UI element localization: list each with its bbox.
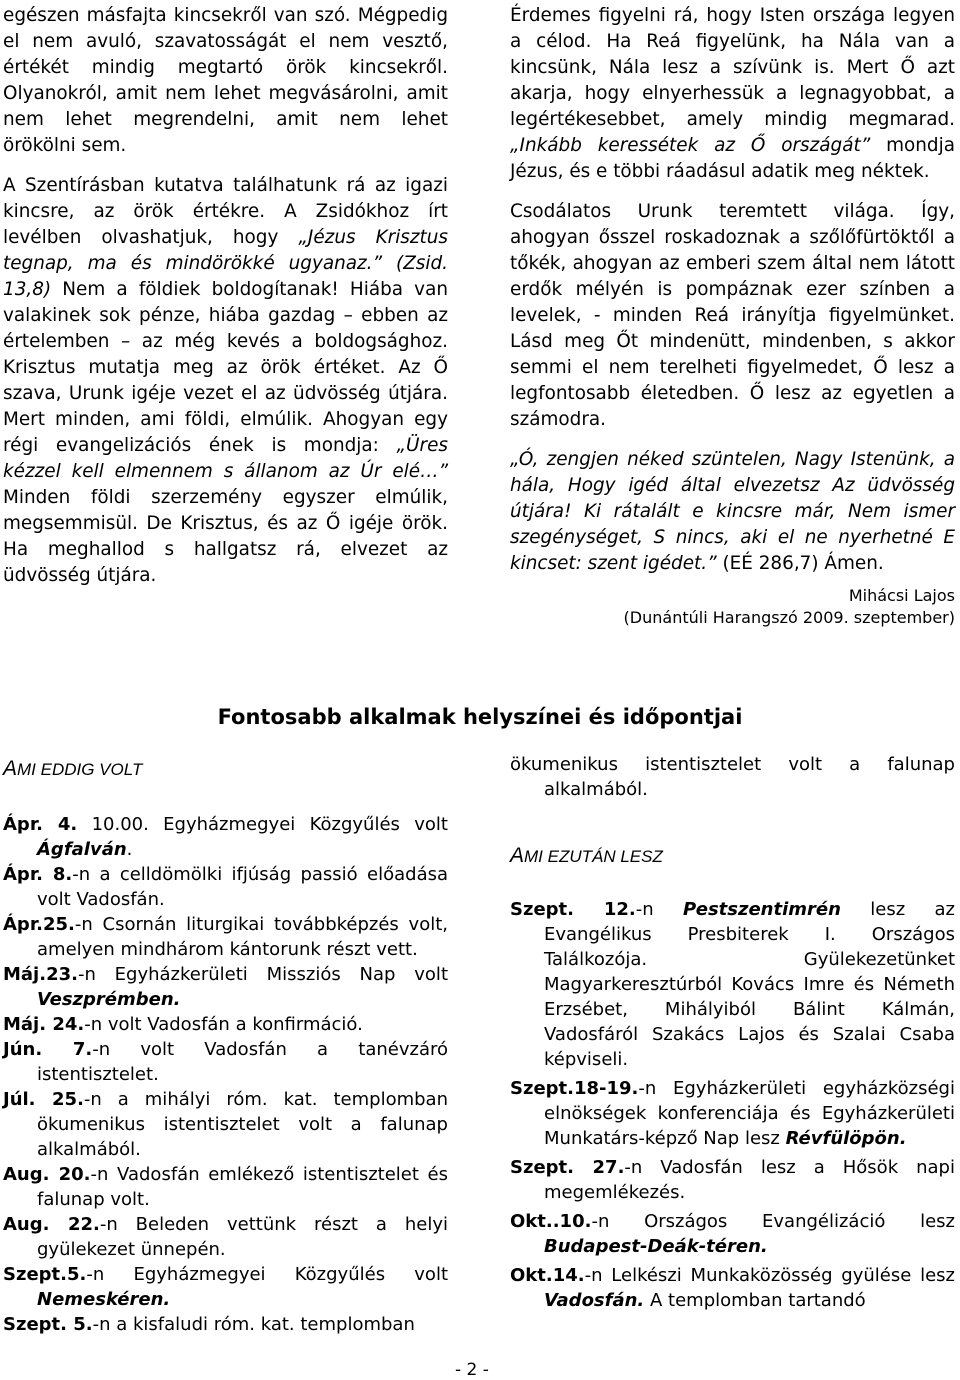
event-item: [510, 1076, 955, 1151]
event-place: Veszprémben.: [37, 989, 181, 1010]
event-date: Szept. 12.: [510, 899, 636, 920]
event-item: [3, 1162, 448, 1212]
event-date: Ápr. 4.: [3, 814, 78, 835]
event-text: -n Egyházkerületi Missziós Nap volt: [77, 964, 448, 985]
event-text-end: lesz az Evangélikus Presbiterek I. Országos Találkozója. Gyülekezetünket Magyarkeresztúrból Kovács Imre és Németh Erzsébet, Mihályiból Bálint Kálmán, Vadosfáról Szakács Lajos és Szalai Csaba képviseli.: [544, 899, 956, 1070]
event-place: Vadosfán.: [544, 1290, 645, 1311]
event-date: Szept.18-19.: [510, 1078, 639, 1099]
event-date: Szept. 27.: [510, 1157, 625, 1178]
hymn-reference: (EÉ 286,7) Ámen.: [722, 553, 884, 574]
event-item: [3, 962, 448, 1012]
event-text: -n Csornán liturgikai továbbképzés volt, amelyen mindhárom kántorunk részt vett.: [37, 914, 448, 960]
event-text: -n Beleden vettünk részt a helyi gyülekezet ünnepén.: [37, 1214, 448, 1260]
event-place: Ágfalván: [37, 839, 127, 860]
event-date: Aug. 20.: [3, 1164, 91, 1185]
text: A Szentírásban kutatva találhatunk rá az igazi kincsre, az örök értékre. A Zsidókhoz írt levélben olvashatjuk, hogy: [3, 175, 448, 248]
event-text: -n a celldömölki ifjúság passió előadása volt Vadosfán.: [37, 864, 449, 910]
event-date: Jún. 7.: [3, 1039, 93, 1060]
event-item: [3, 1262, 448, 1312]
continued-event-text: ökumenikus istentisztelet volt a falunap alkalmából.: [510, 754, 955, 800]
heading-initial: A: [510, 844, 525, 867]
paragraph: [510, 3, 955, 185]
event-date: Okt..10.: [510, 1211, 592, 1232]
event-item: [3, 1087, 448, 1162]
event-date: Okt.14.: [510, 1265, 585, 1286]
event-text: -n volt Vadosfán a konfirmáció.: [84, 1014, 363, 1035]
event-place: Révfülöpön.: [785, 1128, 907, 1149]
heading-rest: MI EDDIG VOLT: [17, 760, 143, 779]
event-item: [510, 1155, 955, 1205]
page-number: - 2 -: [455, 1360, 489, 1380]
event-item: [510, 897, 955, 1072]
author: Mihácsi Lajos: [848, 586, 955, 605]
event-item: [3, 1037, 448, 1087]
event-text: -n volt Vadosfán a tanévzáró istentisztelet.: [37, 1039, 448, 1085]
event-item: [510, 1209, 955, 1259]
paragraph: [510, 447, 955, 577]
event-place: Pestszentimrén: [683, 899, 841, 920]
event-item: [3, 812, 448, 862]
event-text: -n a kisfaludi róm. kat. templomban: [92, 1314, 415, 1335]
event-text-end: .: [126, 839, 133, 860]
event-item: [510, 1263, 955, 1313]
future-events-column: [510, 752, 955, 1317]
event-item: [3, 1212, 448, 1262]
hymn-quote: „Ó, zengjen néked szüntelen, Nagy Istenünk, a hála, Hogy igéd által elvezetsz Az üdvösség útjára! Ki rátalált e kincsre már, Nem ismer szegénységet, S nincs, aki el ne nyerhetné E kincset: szent igédet.”: [510, 449, 955, 574]
past-events-column: [3, 757, 448, 1337]
article-right-column: [510, 3, 955, 629]
event-date: Szept.5.: [3, 1264, 87, 1285]
event-date: Szept. 5.: [3, 1314, 93, 1335]
event-date: Máj. 24.: [3, 1014, 85, 1035]
source: (Dunántúli Harangszó 2009. szeptember): [623, 608, 955, 627]
event-text: -n Vadosfán lesz a Hősök napi megemlékezés.: [544, 1157, 955, 1203]
text: Nem a földiek boldogítanak! Hiába van valakinek sok pénze, hiába gazdag – ebben az értelemben – az még kevés a boldogsághoz. Krisztus mutatja meg az örök értéket. Az Ő szava, Urunk igéje vezet el az üdvösség útjára. Mert minden, ami földi, elmúlik. Ahogyan egy régi evangelizációs ének is mondja:: [3, 279, 448, 456]
heading-initial: A: [3, 757, 18, 780]
hymn-quote: „Üres kézzel kell elmennem s állanom az Úr elé…”: [3, 435, 448, 482]
section-title: Fontosabb alkalmak helyszínei és időpontjai: [217, 705, 743, 729]
event-place: Nemeskéren.: [37, 1289, 171, 1310]
event-date: Ápr. 8.: [3, 864, 73, 885]
event-date: Júl. 25.: [3, 1089, 84, 1110]
event-place: Budapest-Deák-téren.: [544, 1236, 768, 1257]
event-text: -n: [635, 899, 684, 920]
bible-quote: „Jézus Krisztus tegnap, ma és mindörökké ugyanaz.” (Zsid. 13,8): [3, 227, 448, 300]
text: Minden földi szerzemény egyszer elmúlik, megsemmisül. De Krisztus, és az Ő igéje örök. Ha meghallod s hallgatsz rá, elvezet az üdvösség útjára.: [3, 487, 448, 586]
event-date: Aug. 22.: [3, 1214, 100, 1235]
paragraph: egészen másfajta kincsekről van szó. Mégpedig el nem avuló, szavatosságát el nem vesztő, értékét mindig megtartó örök kincsekről. Olyanokról, amit nem lehet megvásárolni, amit nem lehet megrendelni, amit nem lehet örökölni sem.: [3, 5, 448, 156]
event-item: [3, 1312, 448, 1337]
event-date: Máj.23.: [3, 964, 78, 985]
text: Érdemes figyelni rá, hogy Isten országa legyen a célod. Ha Reá figyelünk, ha Nála van a kincsünk, Nála lesz a szívünk is. Mert Ő azt akarja, hogy elnyerhessük a legnagyobbat, a legértékesebbet, amely mindig megmarad.: [510, 5, 955, 130]
event-text: -n Egyházkerületi egyházközségi elnökségek konferenciája és Egyházkerületi Munkatárs-képző Nap lesz: [544, 1078, 955, 1149]
event-item: [3, 1012, 448, 1037]
event-text: -n Egyházmegyei Közgyűlés volt: [86, 1264, 448, 1285]
event-item: [3, 862, 448, 912]
event-item: [3, 912, 448, 962]
text: mondja Jézus, és e többi ráadásul adatik meg néktek.: [510, 135, 955, 182]
heading-rest: MI EZUTÁN LESZ: [524, 847, 663, 866]
future-events-heading: [510, 844, 955, 869]
event-text: 10.00. Egyházmegyei Közgyűlés volt: [77, 814, 448, 835]
past-events-heading: [3, 757, 448, 782]
past-events-list: [3, 812, 448, 1337]
event-text: -n Lelkészi Munkaközösség gyülése lesz: [584, 1265, 955, 1286]
paragraph: [3, 173, 448, 589]
event-text: -n Országos Evangélizáció lesz: [591, 1211, 955, 1232]
bible-quote: „Inkább keressétek az Ő országát”: [510, 135, 871, 156]
event-text: -n a mihályi róm. kat. templomban ökumenikus istentisztelet volt a falunap alkalmából.: [37, 1089, 448, 1160]
event-text-end: A templomban tartandó: [644, 1290, 866, 1311]
event-date: Ápr.25.: [3, 914, 75, 935]
event-text: -n Vadosfán emlékező istentisztelet és falunap volt.: [37, 1164, 448, 1210]
article-left-column: [3, 3, 448, 589]
paragraph: Csodálatos Urunk teremtett világa. Így, ahogyan ősszel roskadoznak a szőlőfürtöktől a tőkék, ahogyan az emberi szem által nem látott erdők mélyén is pompáznak ezer színben a levelek, - minden Reá irányítja figyelmünket. Lásd meg Őt mindenütt, mindenben, s akkor semmi el nem terelheti figyelmedet, Ő lesz a legfontosabb életedben. Ő lesz az egyetlen a számodra.: [510, 201, 955, 430]
future-events-list: [510, 897, 955, 1313]
